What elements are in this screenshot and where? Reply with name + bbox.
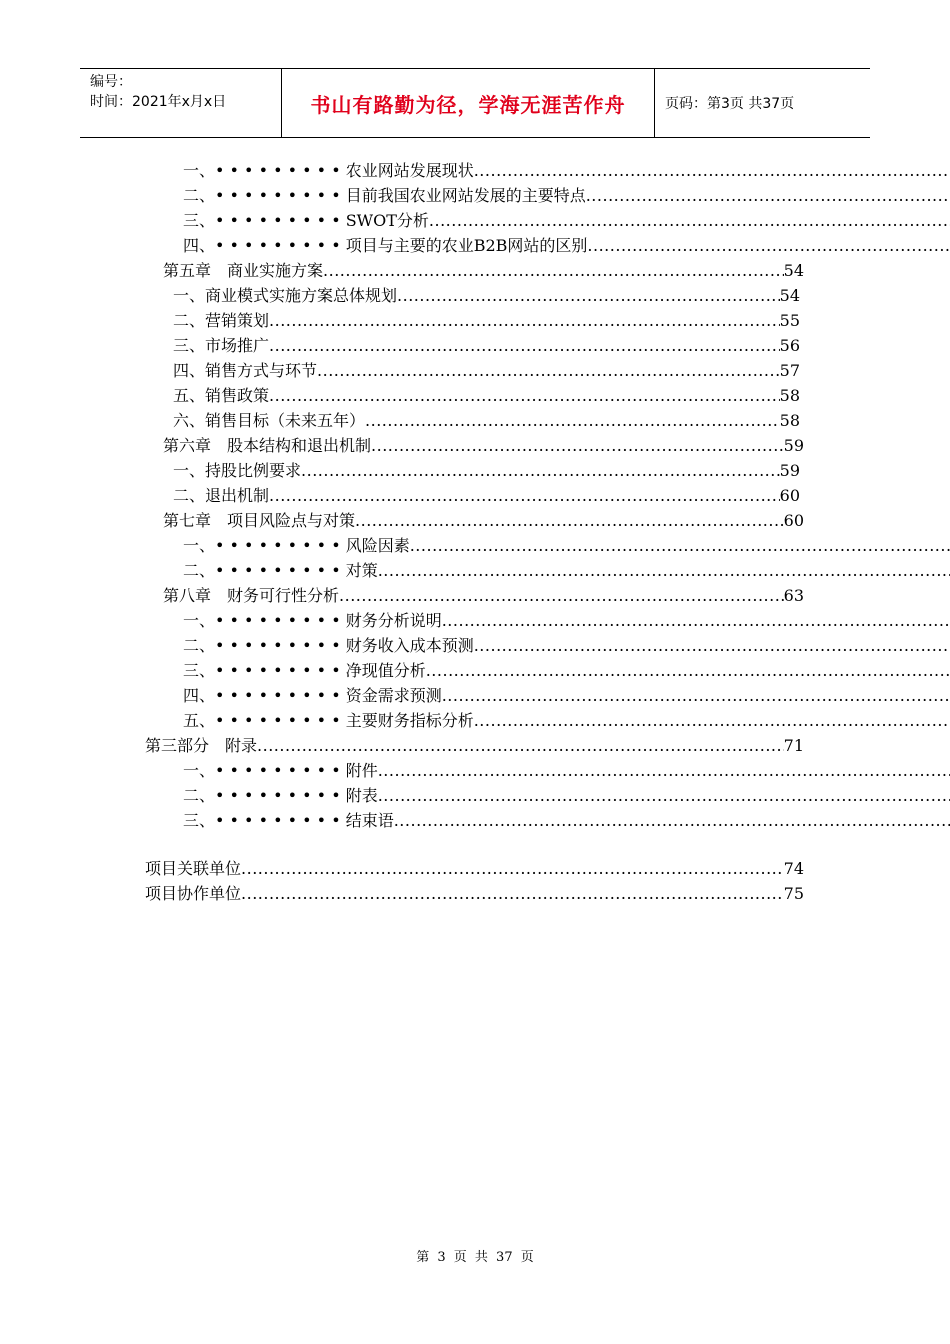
toc-entry-title: 一、商业模式实施方案总体规划 xyxy=(173,286,398,305)
toc-entry[interactable] xyxy=(183,683,950,708)
toc-entry[interactable] xyxy=(183,783,950,808)
toc-part[interactable] xyxy=(145,733,804,758)
toc-entry-title: 四、• • • • • • • • • 资金需求预测 xyxy=(183,686,442,705)
toc-entry-title: 三、• • • • • • • • • 净现值分析 xyxy=(183,661,426,680)
toc-entry[interactable] xyxy=(183,558,950,583)
toc-leader-dots xyxy=(410,533,950,558)
toc-chapter-page: 63 xyxy=(783,586,804,605)
toc-entry-title: 二、• • • • • • • • • 财务收入成本预测 xyxy=(183,636,474,655)
toc-entry-page: 58 xyxy=(779,411,800,430)
toc-leader-dots xyxy=(394,808,950,833)
toc-entry[interactable] xyxy=(173,308,800,333)
page-header xyxy=(80,68,870,138)
toc-entry-page: 58 xyxy=(779,386,800,405)
toc-entry[interactable] xyxy=(183,708,950,733)
header-meta xyxy=(80,69,282,137)
toc-entry-title: 三、市场推广 xyxy=(173,336,270,355)
toc-leader-dots xyxy=(587,233,950,258)
toc-entry-page: 55 xyxy=(779,311,800,330)
toc-entry-title: 六、销售目标（未来五年） xyxy=(173,411,366,430)
toc-entry-title: 二、• • • • • • • • • 附表 xyxy=(183,786,378,805)
page-footer: 第 3 页 共 37 页 xyxy=(416,1250,534,1265)
toc-entry-title: 五、销售政策 xyxy=(173,386,270,405)
toc-section[interactable] xyxy=(145,856,804,881)
toc-leader-dots xyxy=(474,708,950,733)
toc-entry-page: 57 xyxy=(779,361,800,380)
header-motto: 书山有路勤为径，学海无涯苦作舟 xyxy=(282,69,655,137)
toc-entry-title: 一、• • • • • • • • • 财务分析说明 xyxy=(183,611,442,630)
toc-entry-title: 三、• • • • • • • • • 结束语 xyxy=(183,811,394,830)
toc-entry[interactable] xyxy=(173,408,800,433)
toc-leader-dots xyxy=(257,733,784,758)
toc-entry[interactable] xyxy=(183,608,950,633)
toc-entry[interactable] xyxy=(183,158,950,183)
toc-section-page: 74 xyxy=(783,859,804,878)
toc-section-page: 75 xyxy=(783,884,804,903)
toc-leader-dots xyxy=(378,783,950,808)
toc-leader-dots xyxy=(442,683,950,708)
toc-leader-dots xyxy=(371,433,784,458)
toc-leader-dots xyxy=(269,483,780,508)
toc-entry-page: 54 xyxy=(779,286,800,305)
toc-leader-dots xyxy=(378,558,950,583)
toc-entry[interactable] xyxy=(183,208,950,233)
toc-entry-title: 二、• • • • • • • • • 目前我国农业网站发展的主要特点 xyxy=(183,186,586,205)
toc-entry-page: 60 xyxy=(779,486,800,505)
toc-chapter-title: 第五章 商业实施方案 xyxy=(163,261,324,280)
toc-entry-title: 一、• • • • • • • • • 风险因素 xyxy=(183,536,410,555)
toc-entry[interactable] xyxy=(173,483,800,508)
toc-entry-title: 四、• • • • • • • • • 项目与主要的农业B2B网站的区别 xyxy=(183,236,588,255)
toc-leader-dots xyxy=(397,283,780,308)
toc-part-title: 第三部分 附录 xyxy=(145,736,258,755)
toc-leader-dots xyxy=(378,758,950,783)
toc-section-title: 项目关联单位 xyxy=(145,859,242,878)
toc-leader-dots xyxy=(355,508,784,533)
toc-leader-dots xyxy=(269,383,780,408)
toc-entry[interactable] xyxy=(173,383,800,408)
toc-chapter[interactable] xyxy=(163,433,804,458)
toc-leader-dots xyxy=(442,608,950,633)
toc-entry[interactable] xyxy=(183,533,950,558)
toc-entry[interactable] xyxy=(173,283,800,308)
toc-leader-dots xyxy=(241,856,784,881)
toc-leader-dots xyxy=(323,258,784,283)
toc-entry-page: 59 xyxy=(779,461,800,480)
toc-chapter-title: 第七章 项目风险点与对策 xyxy=(163,511,356,530)
toc-entry-title: 二、营销策划 xyxy=(173,311,270,330)
toc-section-title: 项目协作单位 xyxy=(145,884,242,903)
toc-leader-dots xyxy=(269,333,780,358)
toc-chapter-page: 54 xyxy=(783,261,804,280)
toc-leader-dots xyxy=(474,158,950,183)
toc-leader-dots xyxy=(365,408,780,433)
toc-entry-page: 56 xyxy=(779,336,800,355)
toc-leader-dots xyxy=(339,583,784,608)
toc-entry[interactable] xyxy=(183,633,950,658)
toc-entry[interactable] xyxy=(183,758,950,783)
toc-entry-title: 二、• • • • • • • • • 对策 xyxy=(183,561,378,580)
toc-entry[interactable] xyxy=(173,333,800,358)
toc-leader-dots xyxy=(429,208,950,233)
toc-entry[interactable] xyxy=(183,808,950,833)
toc-leader-dots xyxy=(241,881,784,906)
document-code: 编号： xyxy=(90,74,132,90)
toc-chapter-page: 59 xyxy=(783,436,804,455)
toc-entry[interactable] xyxy=(183,658,950,683)
toc-entry-title: 一、• • • • • • • • • 附件 xyxy=(183,761,378,780)
table-of-contents xyxy=(0,158,950,918)
toc-leader-dots xyxy=(317,358,780,383)
toc-entry-title: 一、持股比例要求 xyxy=(173,461,302,480)
toc-entry[interactable] xyxy=(173,458,800,483)
toc-section[interactable] xyxy=(145,881,804,906)
document-date: 时间：2021年x月x日 xyxy=(90,94,227,110)
toc-leader-dots xyxy=(269,308,780,333)
toc-leader-dots xyxy=(474,633,950,658)
toc-chapter[interactable] xyxy=(163,258,804,283)
toc-leader-dots xyxy=(586,183,950,208)
toc-chapter[interactable] xyxy=(163,508,804,533)
toc-chapter-page: 60 xyxy=(783,511,804,530)
toc-leader-dots xyxy=(426,658,950,683)
toc-entry-title: 三、• • • • • • • • • SWOT分析 xyxy=(183,211,429,230)
toc-chapter-title: 第六章 股本结构和退出机制 xyxy=(163,436,372,455)
toc-chapter-title: 第八章 财务可行性分析 xyxy=(163,586,340,605)
toc-entry-title: 五、• • • • • • • • • 主要财务指标分析 xyxy=(183,711,474,730)
toc-part-page: 71 xyxy=(783,736,804,755)
toc-chapter[interactable] xyxy=(163,583,804,608)
toc-entry-title: 二、退出机制 xyxy=(173,486,270,505)
toc-entry-title: 一、• • • • • • • • • 农业网站发展现状 xyxy=(183,161,474,180)
toc-entry-title: 四、销售方式与环节 xyxy=(173,361,318,380)
toc-entry[interactable] xyxy=(183,183,950,208)
toc-entry[interactable] xyxy=(183,233,950,258)
header-page-info: 页码：第3页 共37页 xyxy=(665,96,795,112)
toc-leader-dots xyxy=(301,458,780,483)
toc-entry[interactable] xyxy=(173,358,800,383)
